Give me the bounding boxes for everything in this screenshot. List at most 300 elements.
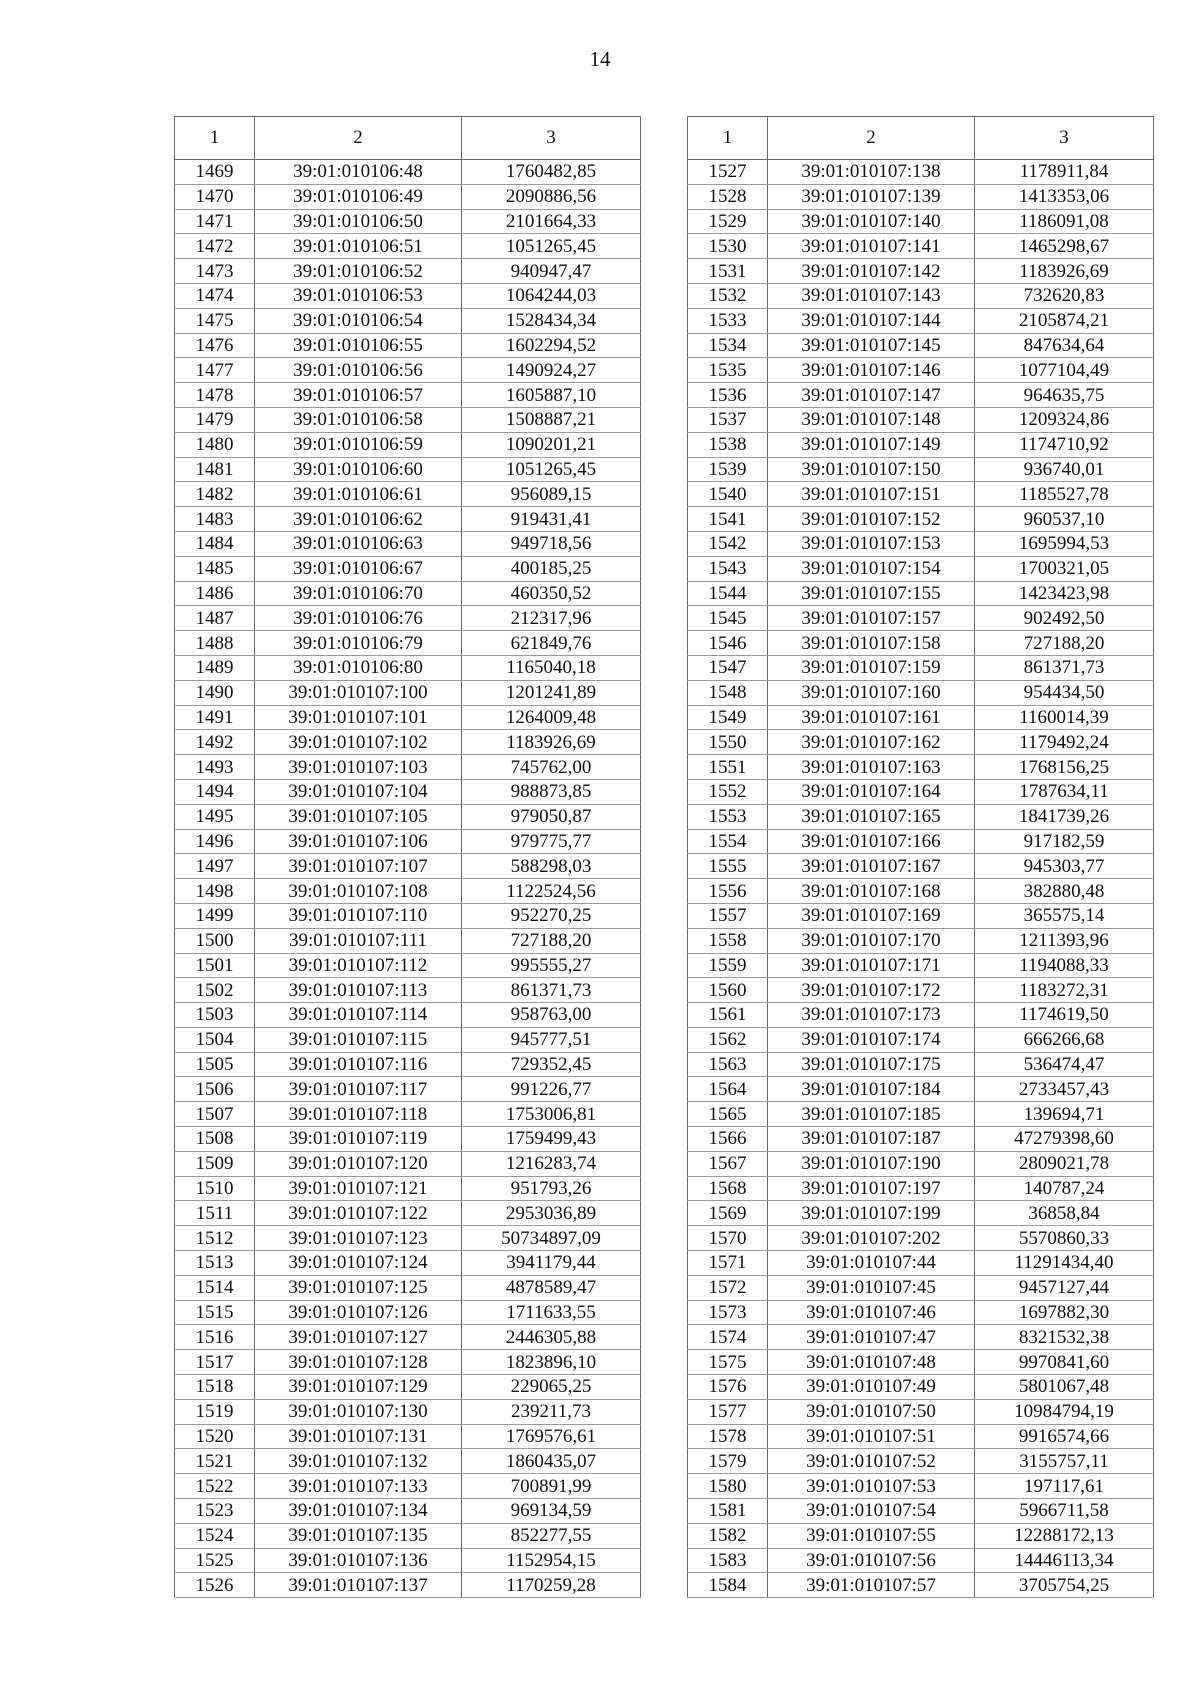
row-number-cell: 1505 — [175, 1052, 255, 1077]
value-cell: 14446113,34 — [975, 1548, 1154, 1573]
value-cell: 1413353,06 — [975, 184, 1154, 209]
table-row — [175, 1102, 641, 1127]
value-cell: 979775,77 — [462, 829, 641, 854]
cadastral-number-cell: 39:01:010107:133 — [255, 1474, 462, 1499]
row-number-cell: 1533 — [688, 308, 768, 333]
table-row — [175, 507, 641, 532]
header-row — [175, 117, 641, 160]
table-row — [688, 283, 1154, 308]
value-cell: 229065,25 — [462, 1375, 641, 1400]
table-row — [688, 1027, 1154, 1052]
table-row — [688, 407, 1154, 432]
row-number-cell: 1530 — [688, 234, 768, 259]
table-row — [688, 879, 1154, 904]
table-row — [688, 755, 1154, 780]
value-cell: 3941179,44 — [462, 1251, 641, 1276]
cadastral-number-cell: 39:01:010107:143 — [768, 283, 975, 308]
column-header: 2 — [768, 117, 975, 160]
table-row — [688, 308, 1154, 333]
cadastral-number-cell: 39:01:010107:122 — [255, 1201, 462, 1226]
table-row — [688, 1499, 1154, 1524]
value-cell: 852277,55 — [462, 1523, 641, 1548]
row-number-cell: 1574 — [688, 1325, 768, 1350]
cadastral-number-cell: 39:01:010106:49 — [255, 184, 462, 209]
column-header: 2 — [255, 117, 462, 160]
table-row — [688, 730, 1154, 755]
table-row — [688, 1102, 1154, 1127]
table-row — [175, 531, 641, 556]
row-number-cell: 1569 — [688, 1201, 768, 1226]
cadastral-number-cell: 39:01:010107:185 — [768, 1102, 975, 1127]
table-row — [688, 383, 1154, 408]
value-cell: 12288172,13 — [975, 1523, 1154, 1548]
cadastral-number-cell: 39:01:010107:168 — [768, 879, 975, 904]
value-cell: 1760482,85 — [462, 160, 641, 185]
row-number-cell: 1504 — [175, 1027, 255, 1052]
cadastral-number-cell: 39:01:010106:48 — [255, 160, 462, 185]
table-row — [688, 209, 1154, 234]
row-number-cell: 1512 — [175, 1226, 255, 1251]
cadastral-number-cell: 39:01:010107:148 — [768, 407, 975, 432]
table-row — [175, 1201, 641, 1226]
table-row — [688, 1052, 1154, 1077]
table-row — [175, 407, 641, 432]
table-row — [688, 1350, 1154, 1375]
cadastral-number-cell: 39:01:010107:173 — [768, 1003, 975, 1028]
cadastral-number-cell: 39:01:010107:158 — [768, 631, 975, 656]
row-number-cell: 1584 — [688, 1573, 768, 1598]
row-number-cell: 1493 — [175, 755, 255, 780]
cadastral-number-cell: 39:01:010107:159 — [768, 655, 975, 680]
left-table — [174, 116, 641, 1598]
table-row — [688, 333, 1154, 358]
cadastral-number-cell: 39:01:010107:171 — [768, 953, 975, 978]
value-cell: 5966711,58 — [975, 1499, 1154, 1524]
table-row — [175, 829, 641, 854]
row-number-cell: 1562 — [688, 1027, 768, 1052]
value-cell: 995555,27 — [462, 953, 641, 978]
table-row — [175, 804, 641, 829]
value-cell: 732620,83 — [975, 283, 1154, 308]
value-cell: 956089,15 — [462, 482, 641, 507]
value-cell: 2953036,89 — [462, 1201, 641, 1226]
cadastral-number-cell: 39:01:010107:155 — [768, 581, 975, 606]
cadastral-number-cell: 39:01:010107:145 — [768, 333, 975, 358]
cadastral-number-cell: 39:01:010107:104 — [255, 779, 462, 804]
table-row — [688, 655, 1154, 680]
value-cell: 239211,73 — [462, 1399, 641, 1424]
cadastral-number-cell: 39:01:010107:160 — [768, 680, 975, 705]
value-cell: 1528434,34 — [462, 308, 641, 333]
row-number-cell: 1528 — [688, 184, 768, 209]
value-cell: 902492,50 — [975, 606, 1154, 631]
row-number-cell: 1502 — [175, 978, 255, 1003]
cadastral-number-cell: 39:01:010107:147 — [768, 383, 975, 408]
table-row — [175, 184, 641, 209]
cadastral-number-cell: 39:01:010107:57 — [768, 1573, 975, 1598]
row-number-cell: 1476 — [175, 333, 255, 358]
cadastral-number-cell: 39:01:010107:131 — [255, 1424, 462, 1449]
table-row — [688, 705, 1154, 730]
row-number-cell: 1541 — [688, 507, 768, 532]
table-row — [175, 1350, 641, 1375]
value-cell: 1769576,61 — [462, 1424, 641, 1449]
row-number-cell: 1561 — [688, 1003, 768, 1028]
table-row — [175, 1251, 641, 1276]
row-number-cell: 1564 — [688, 1077, 768, 1102]
value-cell: 140787,24 — [975, 1176, 1154, 1201]
cadastral-number-cell: 39:01:010107:115 — [255, 1027, 462, 1052]
value-cell: 8321532,38 — [975, 1325, 1154, 1350]
row-number-cell: 1500 — [175, 928, 255, 953]
table-row — [175, 705, 641, 730]
table-row — [688, 1151, 1154, 1176]
row-number-cell: 1572 — [688, 1275, 768, 1300]
row-number-cell: 1554 — [688, 829, 768, 854]
row-number-cell: 1495 — [175, 804, 255, 829]
cadastral-number-cell: 39:01:010107:174 — [768, 1027, 975, 1052]
value-cell: 666266,68 — [975, 1027, 1154, 1052]
row-number-cell: 1481 — [175, 457, 255, 482]
row-number-cell: 1558 — [688, 928, 768, 953]
value-cell: 936740,01 — [975, 457, 1154, 482]
value-cell: 1508887,21 — [462, 407, 641, 432]
value-cell: 1201241,89 — [462, 680, 641, 705]
cadastral-number-cell: 39:01:010107:167 — [768, 854, 975, 879]
table-row — [688, 482, 1154, 507]
cadastral-number-cell: 39:01:010107:118 — [255, 1102, 462, 1127]
cadastral-number-cell: 39:01:010107:136 — [255, 1548, 462, 1573]
cadastral-number-cell: 39:01:010107:53 — [768, 1474, 975, 1499]
value-cell: 11291434,40 — [975, 1251, 1154, 1276]
row-number-cell: 1520 — [175, 1424, 255, 1449]
value-cell: 1605887,10 — [462, 383, 641, 408]
table-row — [175, 432, 641, 457]
table-row — [175, 358, 641, 383]
cadastral-number-cell: 39:01:010107:105 — [255, 804, 462, 829]
cadastral-number-cell: 39:01:010106:57 — [255, 383, 462, 408]
row-number-cell: 1503 — [175, 1003, 255, 1028]
row-number-cell: 1526 — [175, 1573, 255, 1598]
cadastral-number-cell: 39:01:010107:123 — [255, 1226, 462, 1251]
row-number-cell: 1544 — [688, 581, 768, 606]
cadastral-number-cell: 39:01:010106:79 — [255, 631, 462, 656]
row-number-cell: 1492 — [175, 730, 255, 755]
value-cell: 919431,41 — [462, 507, 641, 532]
table-row — [175, 928, 641, 953]
row-number-cell: 1570 — [688, 1226, 768, 1251]
cadastral-number-cell: 39:01:010106:56 — [255, 358, 462, 383]
row-number-cell: 1523 — [175, 1499, 255, 1524]
cadastral-number-cell: 39:01:010106:60 — [255, 457, 462, 482]
table-row — [175, 1127, 641, 1152]
table-row — [688, 1127, 1154, 1152]
value-cell: 1211393,96 — [975, 928, 1154, 953]
row-number-cell: 1551 — [688, 755, 768, 780]
table-row — [175, 1027, 641, 1052]
table-row — [688, 854, 1154, 879]
row-number-cell: 1474 — [175, 283, 255, 308]
cadastral-number-cell: 39:01:010107:141 — [768, 234, 975, 259]
value-cell: 2101664,33 — [462, 209, 641, 234]
value-cell: 36858,84 — [975, 1201, 1154, 1226]
row-number-cell: 1501 — [175, 953, 255, 978]
table-row — [688, 1251, 1154, 1276]
cadastral-number-cell: 39:01:010107:162 — [768, 730, 975, 755]
cadastral-number-cell: 39:01:010107:151 — [768, 482, 975, 507]
value-cell: 1711633,55 — [462, 1300, 641, 1325]
row-number-cell: 1490 — [175, 680, 255, 705]
cadastral-number-cell: 39:01:010107:169 — [768, 903, 975, 928]
value-cell: 917182,59 — [975, 829, 1154, 854]
cadastral-number-cell: 39:01:010107:110 — [255, 903, 462, 928]
value-cell: 1700321,05 — [975, 556, 1154, 581]
row-number-cell: 1514 — [175, 1275, 255, 1300]
column-header: 3 — [462, 117, 641, 160]
cadastral-number-cell: 39:01:010106:67 — [255, 556, 462, 581]
value-cell: 1423423,98 — [975, 581, 1154, 606]
cadastral-number-cell: 39:01:010107:45 — [768, 1275, 975, 1300]
row-number-cell: 1546 — [688, 631, 768, 656]
value-cell: 940947,47 — [462, 259, 641, 284]
cadastral-number-cell: 39:01:010107:128 — [255, 1350, 462, 1375]
cadastral-number-cell: 39:01:010107:132 — [255, 1449, 462, 1474]
value-cell: 9457127,44 — [975, 1275, 1154, 1300]
row-number-cell: 1491 — [175, 705, 255, 730]
cadastral-number-cell: 39:01:010107:187 — [768, 1127, 975, 1152]
row-number-cell: 1475 — [175, 308, 255, 333]
value-cell: 1183272,31 — [975, 978, 1154, 1003]
table-row — [688, 184, 1154, 209]
table-row — [175, 903, 641, 928]
row-number-cell: 1553 — [688, 804, 768, 829]
table-row — [175, 1449, 641, 1474]
cadastral-number-cell: 39:01:010107:51 — [768, 1424, 975, 1449]
column-header: 1 — [688, 117, 768, 160]
table-row — [175, 1003, 641, 1028]
cadastral-number-cell: 39:01:010106:63 — [255, 531, 462, 556]
row-number-cell: 1507 — [175, 1102, 255, 1127]
row-number-cell: 1513 — [175, 1251, 255, 1276]
value-cell: 745762,00 — [462, 755, 641, 780]
cadastral-number-cell: 39:01:010107:126 — [255, 1300, 462, 1325]
table-row — [688, 259, 1154, 284]
row-number-cell: 1506 — [175, 1077, 255, 1102]
cadastral-number-cell: 39:01:010107:127 — [255, 1325, 462, 1350]
value-cell: 1490924,27 — [462, 358, 641, 383]
cadastral-number-cell: 39:01:010107:163 — [768, 755, 975, 780]
cadastral-number-cell: 39:01:010107:117 — [255, 1077, 462, 1102]
table-row — [175, 1151, 641, 1176]
cadastral-number-cell: 39:01:010107:130 — [255, 1399, 462, 1424]
row-number-cell: 1527 — [688, 160, 768, 185]
row-number-cell: 1550 — [688, 730, 768, 755]
row-number-cell: 1578 — [688, 1424, 768, 1449]
cadastral-number-cell: 39:01:010107:144 — [768, 308, 975, 333]
cadastral-number-cell: 39:01:010107:44 — [768, 1251, 975, 1276]
table-row — [688, 1548, 1154, 1573]
value-cell: 988873,85 — [462, 779, 641, 804]
cadastral-number-cell: 39:01:010107:103 — [255, 755, 462, 780]
row-number-cell: 1487 — [175, 606, 255, 631]
table-row — [175, 1424, 641, 1449]
table-row — [688, 1077, 1154, 1102]
row-number-cell: 1583 — [688, 1548, 768, 1573]
value-cell: 9970841,60 — [975, 1350, 1154, 1375]
row-number-cell: 1473 — [175, 259, 255, 284]
row-number-cell: 1581 — [688, 1499, 768, 1524]
cadastral-number-cell: 39:01:010106:52 — [255, 259, 462, 284]
table-row — [688, 680, 1154, 705]
value-cell: 2105874,21 — [975, 308, 1154, 333]
table-row — [688, 1275, 1154, 1300]
cadastral-number-cell: 39:01:010106:51 — [255, 234, 462, 259]
row-number-cell: 1496 — [175, 829, 255, 854]
cadastral-number-cell: 39:01:010106:58 — [255, 407, 462, 432]
row-number-cell: 1480 — [175, 432, 255, 457]
value-cell: 1465298,67 — [975, 234, 1154, 259]
table-row — [175, 779, 641, 804]
row-number-cell: 1522 — [175, 1474, 255, 1499]
value-cell: 1183926,69 — [462, 730, 641, 755]
row-number-cell: 1573 — [688, 1300, 768, 1325]
value-cell: 536474,47 — [975, 1052, 1154, 1077]
value-cell: 727188,20 — [975, 631, 1154, 656]
cadastral-number-cell: 39:01:010107:54 — [768, 1499, 975, 1524]
cadastral-number-cell: 39:01:010107:161 — [768, 705, 975, 730]
cadastral-number-cell: 39:01:010107:172 — [768, 978, 975, 1003]
row-number-cell: 1510 — [175, 1176, 255, 1201]
table-row — [175, 1375, 641, 1400]
cadastral-number-cell: 39:01:010107:165 — [768, 804, 975, 829]
row-number-cell: 1509 — [175, 1151, 255, 1176]
value-cell: 1152954,15 — [462, 1548, 641, 1573]
table-row — [175, 755, 641, 780]
cadastral-number-cell: 39:01:010107:49 — [768, 1375, 975, 1400]
cadastral-number-cell: 39:01:010107:166 — [768, 829, 975, 854]
row-number-cell: 1568 — [688, 1176, 768, 1201]
table-row — [688, 1573, 1154, 1598]
row-number-cell: 1539 — [688, 457, 768, 482]
table-row — [175, 854, 641, 879]
value-cell: 1183926,69 — [975, 259, 1154, 284]
row-number-cell: 1549 — [688, 705, 768, 730]
table-row — [175, 978, 641, 1003]
cadastral-number-cell: 39:01:010107:108 — [255, 879, 462, 904]
value-cell: 1194088,33 — [975, 953, 1154, 978]
cadastral-number-cell: 39:01:010107:124 — [255, 1251, 462, 1276]
table-row — [688, 1300, 1154, 1325]
row-number-cell: 1477 — [175, 358, 255, 383]
row-number-cell: 1497 — [175, 854, 255, 879]
row-number-cell: 1548 — [688, 680, 768, 705]
table-row — [175, 1399, 641, 1424]
table-row — [175, 1474, 641, 1499]
row-number-cell: 1536 — [688, 383, 768, 408]
table-row — [688, 1424, 1154, 1449]
table-row — [688, 1003, 1154, 1028]
table-row — [175, 1523, 641, 1548]
value-cell: 588298,03 — [462, 854, 641, 879]
row-number-cell: 1517 — [175, 1350, 255, 1375]
value-cell: 10984794,19 — [975, 1399, 1154, 1424]
value-cell: 1051265,45 — [462, 234, 641, 259]
cadastral-number-cell: 39:01:010107:175 — [768, 1052, 975, 1077]
row-number-cell: 1485 — [175, 556, 255, 581]
cadastral-number-cell: 39:01:010107:100 — [255, 680, 462, 705]
value-cell: 47279398,60 — [975, 1127, 1154, 1152]
value-cell: 991226,77 — [462, 1077, 641, 1102]
value-cell: 945303,77 — [975, 854, 1154, 879]
cadastral-number-cell: 39:01:010106:50 — [255, 209, 462, 234]
table-row — [175, 680, 641, 705]
cadastral-number-cell: 39:01:010106:80 — [255, 655, 462, 680]
value-cell: 2090886,56 — [462, 184, 641, 209]
cadastral-number-cell: 39:01:010107:152 — [768, 507, 975, 532]
table-row — [688, 507, 1154, 532]
table-row — [688, 1523, 1154, 1548]
row-number-cell: 1557 — [688, 903, 768, 928]
value-cell: 949718,56 — [462, 531, 641, 556]
table-row — [688, 358, 1154, 383]
table-row — [688, 1399, 1154, 1424]
table-row — [688, 1201, 1154, 1226]
cadastral-number-cell: 39:01:010107:113 — [255, 978, 462, 1003]
row-number-cell: 1534 — [688, 333, 768, 358]
table-row — [175, 383, 641, 408]
value-cell: 1841739,26 — [975, 804, 1154, 829]
row-number-cell: 1469 — [175, 160, 255, 185]
value-cell: 945777,51 — [462, 1027, 641, 1052]
table-row — [175, 730, 641, 755]
row-number-cell: 1486 — [175, 581, 255, 606]
table-row — [688, 631, 1154, 656]
row-number-cell: 1482 — [175, 482, 255, 507]
cadastral-number-cell: 39:01:010107:119 — [255, 1127, 462, 1152]
cadastral-number-cell: 39:01:010107:142 — [768, 259, 975, 284]
cadastral-number-cell: 39:01:010107:202 — [768, 1226, 975, 1251]
row-number-cell: 1547 — [688, 655, 768, 680]
value-cell: 954434,50 — [975, 680, 1154, 705]
value-cell: 1860435,07 — [462, 1449, 641, 1474]
column-header: 1 — [175, 117, 255, 160]
row-number-cell: 1489 — [175, 655, 255, 680]
row-number-cell: 1560 — [688, 978, 768, 1003]
table-row — [688, 531, 1154, 556]
table-row — [175, 259, 641, 284]
cadastral-number-cell: 39:01:010107:107 — [255, 854, 462, 879]
table-row — [175, 1548, 641, 1573]
cadastral-number-cell: 39:01:010106:61 — [255, 482, 462, 507]
cadastral-number-cell: 39:01:010107:149 — [768, 432, 975, 457]
table-row — [175, 581, 641, 606]
row-number-cell: 1521 — [175, 1449, 255, 1474]
value-cell: 960537,10 — [975, 507, 1154, 532]
row-number-cell: 1545 — [688, 606, 768, 631]
cadastral-number-cell: 39:01:010106:62 — [255, 507, 462, 532]
value-cell: 139694,71 — [975, 1102, 1154, 1127]
value-cell: 1695994,53 — [975, 531, 1154, 556]
value-cell: 1170259,28 — [462, 1573, 641, 1598]
cadastral-number-cell: 39:01:010107:56 — [768, 1548, 975, 1573]
cadastral-number-cell: 39:01:010107:121 — [255, 1176, 462, 1201]
table-row — [175, 209, 641, 234]
row-number-cell: 1537 — [688, 407, 768, 432]
row-number-cell: 1538 — [688, 432, 768, 457]
value-cell: 969134,59 — [462, 1499, 641, 1524]
value-cell: 951793,26 — [462, 1176, 641, 1201]
value-cell: 1787634,11 — [975, 779, 1154, 804]
